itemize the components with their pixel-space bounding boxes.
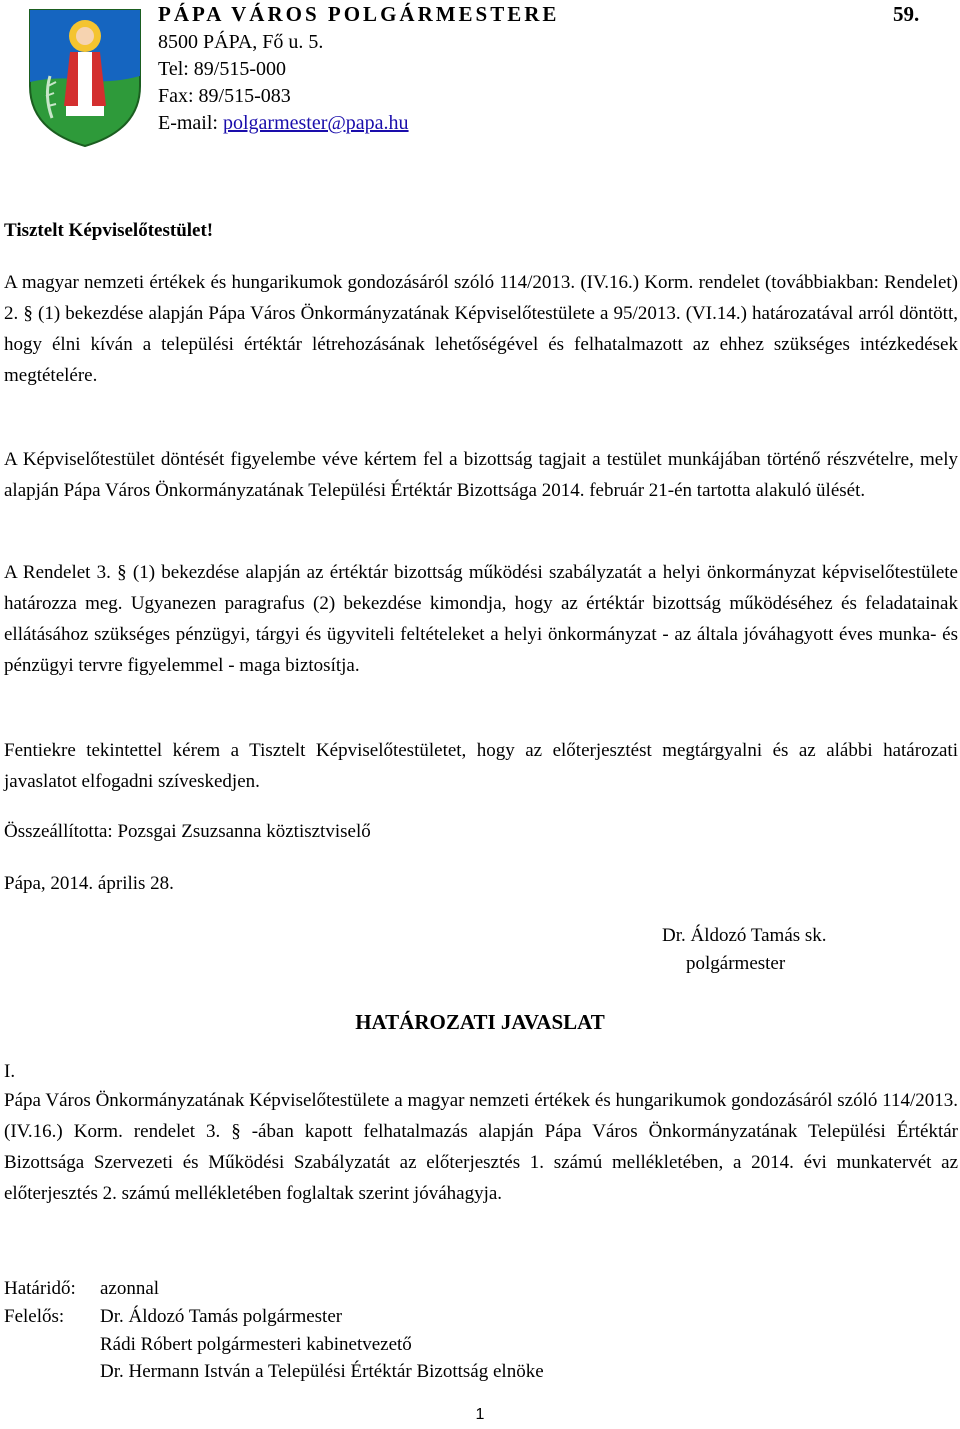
paragraph-2: A Képviselőtestület döntését figyelembe véve kértem fel a bizottság tagjait a testület munkájában történő részvételre, mely alapján Pápa Város Önkormányzatának Települési Értéktár Bizottsága 2014. február 21-én tartotta alakuló ülését. — [4, 449, 958, 501]
responsible-3: Dr. Hermann István a Települési Értéktár Bizottság elnöke — [100, 1361, 544, 1382]
email-link[interactable]: polgarmester@papa.hu — [222, 112, 409, 134]
page-number: 1 — [475, 1406, 485, 1423]
address-line: 8500 PÁPA, Fő u. 5. — [158, 31, 324, 53]
paragraph-3: A Rendelet 3. § (1) bekezdése alapján az értéktár bizottság működési szabályzatát a helyi önkormányzat képviselőtestülete határozza meg. Ugyanezen paragrafus (2) bekezdése kimondja, hogy az értéktár bizottság működéséhez és feladatainak ellátásához szükséges pénzügyi, tárgyi és ügyviteli feltételeket a helyi önkormányzat - az általa jóváhagyott éves munka- és pénzügyi tervre figyelemmel - maga biztosítja. — [4, 562, 958, 676]
document-number: 59. — [893, 2, 920, 26]
resolution-text: Pápa Város Önkormányzatának Képviselőtestülete a magyar nemzeti értékek és hungarikumok gondozásáról szóló 114/2013. (IV.16.) Korm. rendelet 3. § -ában kapott felhatalmazás alapján Pápa Város Önkormányzatának Települési Értéktár Bizottsága Szervezeti és Működési Szabályzatát az előterjesztés 1. számú mellékletében, a 2014. évi munkatervét az előterjesztés 2. számú mellékletében foglaltak szerint jóváhagyja. — [4, 1090, 958, 1204]
signature-title: polgármester — [686, 953, 786, 974]
mayor-office-title: PÁPA VÁROS POLGÁRMESTERE — [158, 2, 560, 26]
salutation: Tisztelt Képviselőtestület! — [4, 220, 214, 241]
resolution-number: I. — [4, 1061, 16, 1082]
responsible-label: Felelős: — [4, 1306, 65, 1327]
responsible-1: Dr. Áldozó Tamás polgármester — [100, 1306, 343, 1327]
deadline-value: azonnal — [100, 1278, 160, 1299]
paragraph-1: A magyar nemzeti értékek és hungarikumok gondozásáról szóló 114/2013. (IV.16.) Korm. rendelet (továbbiakban: Rendelet) 2. § (1) bekezdése alapján Pápa Város Önkormányzatának Képviselőtestülete a 95/2013. (VI.14.) határozatával arról döntött, hogy élni kíván a települési értéktár létrehozásának lehetőségével és felhatalmazott az ehhez szükséges intézkedések megtételére. — [4, 272, 958, 386]
place-date: Pápa, 2014. április 28. — [4, 873, 174, 894]
signature-name: Dr. Áldozó Tamás sk. — [662, 925, 827, 946]
email-label: E-mail: — [158, 112, 223, 134]
resolution-title: HATÁROZATI JAVASLAT — [355, 1010, 605, 1034]
email-line — [158, 109, 409, 137]
fax-line: Fax: 89/515-083 — [158, 85, 291, 107]
responsible-2: Rádi Róbert polgármesteri kabinetvezető — [100, 1334, 412, 1355]
phone-line: Tel: 89/515-000 — [158, 58, 287, 80]
coat-of-arms-icon — [26, 6, 144, 150]
deadline-label: Határidő: — [4, 1278, 76, 1299]
compiled-by: Összeállította: Pozsgai Zsuzsanna köztisztviselő — [4, 821, 371, 842]
paragraph-4: Fentiekre tekintettel kérem a Tisztelt Képviselőtestületet, hogy az előterjesztést megtárgyalni és az alábbi határozati javaslatot elfogadni szíveskedjen. — [4, 740, 958, 792]
